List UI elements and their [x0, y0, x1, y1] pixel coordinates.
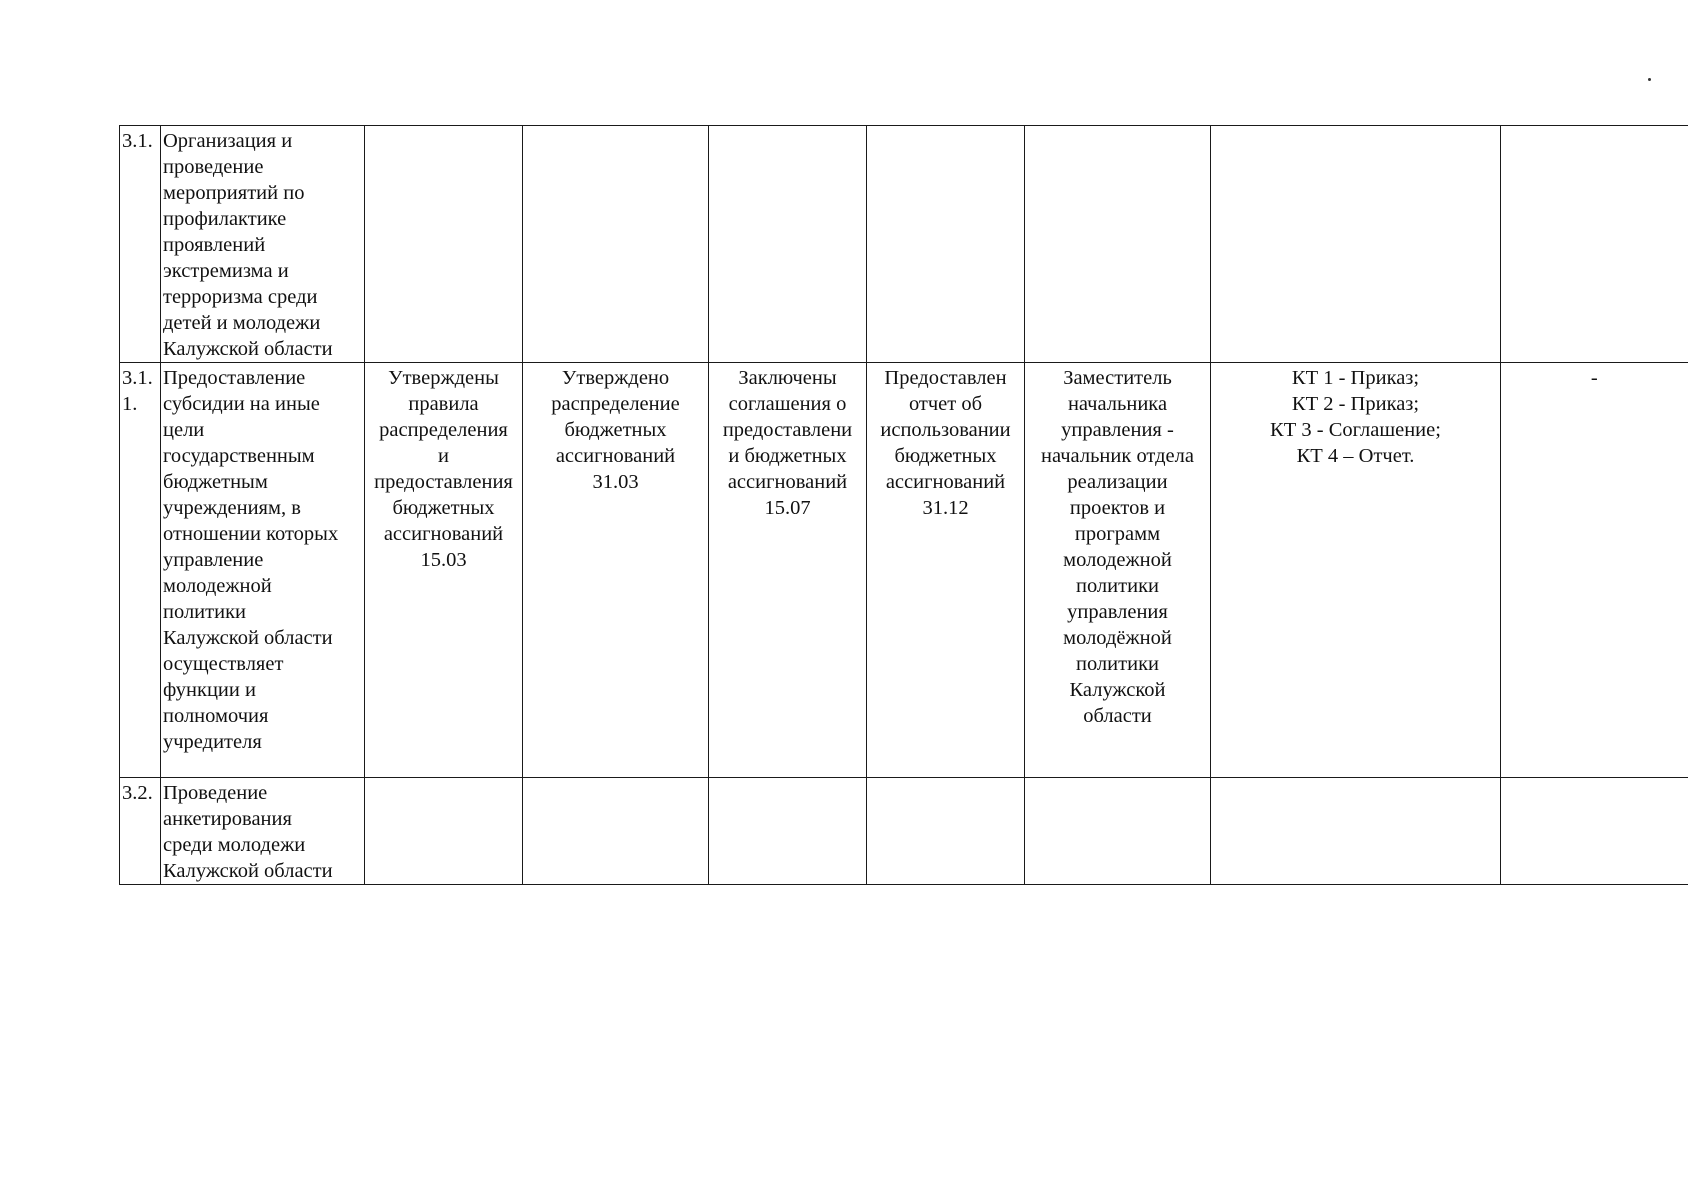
- activity-name-line: осуществляет: [163, 653, 284, 675]
- kt3-cell: [709, 363, 867, 778]
- kt4-line: использовании: [880, 419, 1011, 441]
- control-point-line: КТ 4 – Отчет.: [1296, 445, 1415, 467]
- activity-name-line: молодежной: [163, 575, 272, 597]
- kt1-cell: [365, 126, 523, 363]
- kt1-cell: [365, 363, 523, 778]
- activity-name-line: государственным: [163, 445, 315, 467]
- kt3-date: 15.07: [764, 497, 811, 519]
- kt2-line: бюджетных: [564, 419, 667, 441]
- kt1-date: 15.03: [420, 549, 467, 571]
- kt1-line: Утверждены: [388, 367, 499, 389]
- kt3-cell: [709, 126, 867, 363]
- activity-name-line: бюджетным: [163, 471, 268, 493]
- activity-name-line: Калужской области: [163, 338, 333, 360]
- table-row-3-2: [120, 778, 1688, 885]
- row-number-cell: [120, 126, 161, 363]
- responsible-line: управления -: [1061, 419, 1174, 441]
- scan-speck: [1648, 78, 1651, 81]
- table-row-3-1-1: [120, 363, 1688, 778]
- kt3-line: и бюджетных: [728, 445, 847, 467]
- kt4-line: Предоставлен: [884, 367, 1007, 389]
- plan-table: [119, 125, 1688, 885]
- responsible-line: молодежной: [1063, 549, 1172, 571]
- row-number: 3.2.: [122, 782, 153, 804]
- kt1-line: правила: [408, 393, 479, 415]
- kt4-cell: [867, 126, 1025, 363]
- responsible-line: Калужской: [1069, 679, 1166, 701]
- kt4-cell: [867, 363, 1025, 778]
- activity-name-cell: [161, 778, 365, 885]
- row-number-cell: [120, 778, 161, 885]
- activity-name-cell: [161, 126, 365, 363]
- kt3-cell: [709, 778, 867, 885]
- kt2-date: 31.03: [592, 471, 639, 493]
- kt3-line: Заключены: [738, 367, 837, 389]
- activity-name-line: среди молодежи: [163, 834, 306, 856]
- activity-name-line: мероприятий по: [163, 182, 305, 204]
- activity-name-line: экстремизма и: [163, 260, 289, 282]
- kt4-date: 31.12: [922, 497, 969, 519]
- row-number-cell: [120, 363, 161, 778]
- row-number: 1.: [122, 393, 138, 415]
- kt2-line: Утверждено: [561, 367, 670, 389]
- kt2-cell: [523, 778, 709, 885]
- kt1-line: предоставления: [374, 471, 513, 493]
- activity-name-line: детей и молодежи: [163, 312, 321, 334]
- activity-name-line: Калужской области: [163, 627, 333, 649]
- activity-name-line: проявлений: [163, 234, 266, 256]
- responsible-line: области: [1083, 705, 1152, 727]
- activity-name-line: учреждениям, в: [163, 497, 301, 519]
- kt4-cell: [867, 778, 1025, 885]
- responsible-line: молодёжной: [1063, 627, 1172, 649]
- kt2-cell: [523, 363, 709, 778]
- activity-name-line: субсидии на иные: [163, 393, 320, 415]
- kt4-line: ассигнований: [885, 471, 1006, 493]
- activity-name-line: проведение: [163, 156, 264, 178]
- activity-name-line: профилактике: [163, 208, 287, 230]
- responsible-line: реализации: [1067, 471, 1168, 493]
- control-points-cell: [1211, 126, 1501, 363]
- responsible-line: программ: [1074, 523, 1161, 545]
- control-points-cell: [1211, 778, 1501, 885]
- responsible-cell: [1025, 363, 1211, 778]
- activity-name-line: политики: [163, 601, 247, 623]
- activity-name-line: Предоставление: [163, 367, 306, 389]
- activity-name-line: функции и: [163, 679, 256, 701]
- kt1-line: ассигнований: [383, 523, 504, 545]
- control-point-line: КТ 2 - Приказ;: [1291, 393, 1420, 415]
- kt1-line: и: [438, 445, 449, 467]
- activity-name-line: учредителя: [163, 731, 262, 753]
- activity-name-line: терроризма среди: [163, 286, 318, 308]
- responsible-line: политики: [1075, 653, 1159, 675]
- kt1-line: бюджетных: [392, 497, 495, 519]
- responsible-line: политики: [1075, 575, 1159, 597]
- table-row-3-1: [120, 126, 1688, 363]
- activity-name-line: анкетирования: [163, 808, 292, 830]
- kt3-line: соглашения о: [728, 393, 847, 415]
- kt2-cell: [523, 126, 709, 363]
- activity-name-line: полномочия: [163, 705, 269, 727]
- responsible-cell: [1025, 778, 1211, 885]
- control-points-cell: [1211, 363, 1501, 778]
- responsible-line: проектов и: [1069, 497, 1166, 519]
- kt1-cell: [365, 778, 523, 885]
- kt2-line: распределение: [551, 393, 680, 415]
- row-number: 3.1.: [122, 367, 153, 389]
- control-point-line: КТ 3 - Соглашение;: [1270, 419, 1441, 441]
- activity-name-line: Организация и: [163, 130, 293, 152]
- last-cell: [1501, 126, 1688, 363]
- responsible-line: управления: [1067, 601, 1168, 623]
- activity-name-line: управление: [163, 549, 264, 571]
- kt4-line: отчет об: [908, 393, 983, 415]
- kt1-line: распределения: [379, 419, 508, 441]
- kt4-line: бюджетных: [894, 445, 997, 467]
- responsible-cell: [1025, 126, 1211, 363]
- row-number: 3.1.: [122, 130, 153, 152]
- last-cell: [1501, 363, 1688, 778]
- last-cell: [1501, 778, 1688, 885]
- kt2-line: ассигнований: [555, 445, 676, 467]
- kt3-line: ассигнований: [727, 471, 848, 493]
- activity-name-cell: [161, 363, 365, 778]
- dash-mark: -: [1590, 367, 1598, 389]
- activity-name-line: Проведение: [163, 782, 268, 804]
- responsible-line: Заместитель: [1063, 367, 1172, 389]
- kt3-line: предоставлени: [722, 419, 853, 441]
- activity-name-line: отношении которых: [163, 523, 339, 545]
- activity-name-line: цели: [163, 419, 205, 441]
- control-point-line: КТ 1 - Приказ;: [1291, 367, 1420, 389]
- responsible-line: начальник отдела: [1041, 445, 1194, 467]
- activity-name-line: Калужской области: [163, 860, 333, 882]
- responsible-line: начальника: [1067, 393, 1168, 415]
